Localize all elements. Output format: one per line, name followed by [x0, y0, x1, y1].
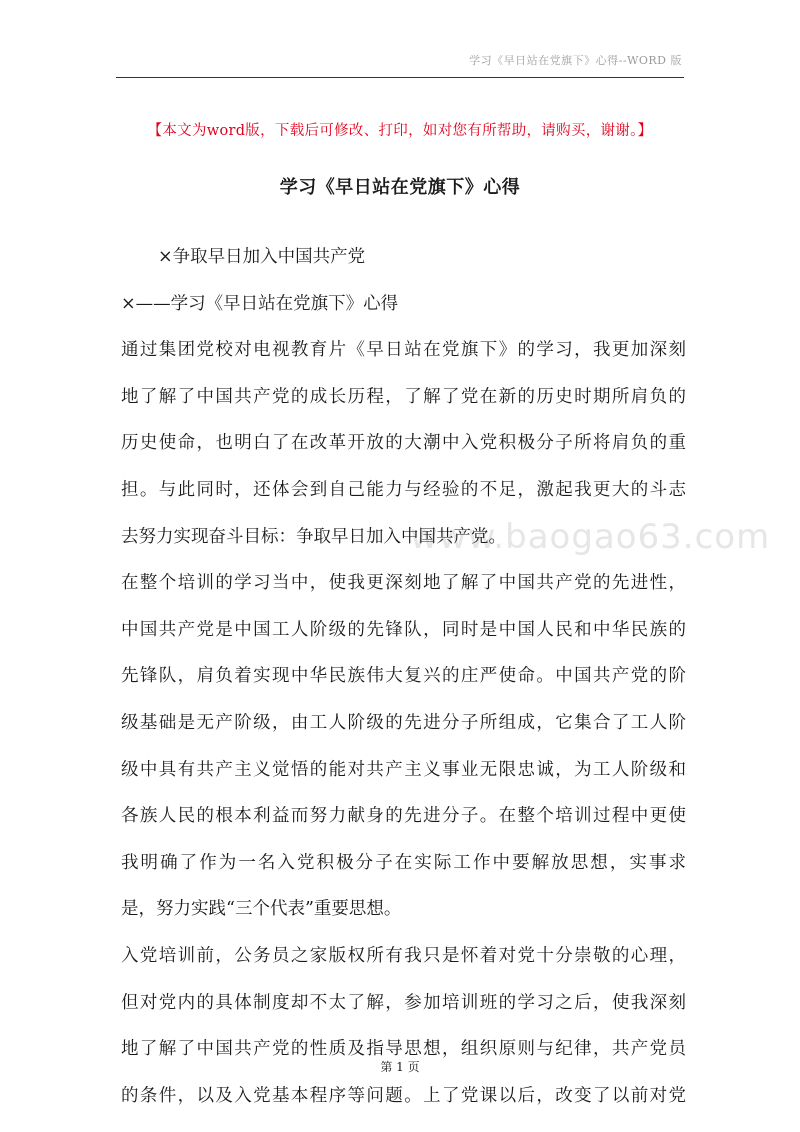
paragraph-line: 中国共产党是中国工人阶级的先锋队，同时是中国人民和中华民族的 [121, 619, 686, 640]
paragraph-line: 去努力实现奋斗目标：争取早日加入中国共产党。 [121, 526, 506, 547]
paragraph-line: 入党培训前，公务员之家版权所有我只是怀着对党十分崇敬的心理， [121, 945, 686, 966]
paragraph-line: 我明确了作为一名入党积极分子在实际工作中要解放思想，实事求 [121, 852, 686, 873]
page-number: 第 1 页 [380, 1060, 420, 1074]
paragraph-line: 地了解了中国共产党的性质及指导思想，组织原则与纪律，共产党员 [121, 1039, 686, 1060]
paragraph-line: 各族人民的根本利益而努力献身的先进分子。在整个培训过程中更使 [121, 806, 686, 827]
paragraph-line: 担。与此同时，还体会到自己能力与经验的不足，激起我更大的斗志 [121, 479, 686, 500]
document-body [121, 234, 686, 1119]
paragraph-line: 级中具有共产主义觉悟的能对共产主义事业无限忠诚，为工人阶级和 [121, 759, 686, 780]
paragraph-line: 是，努力实践“三个代表”重要思想。 [121, 899, 402, 920]
watermark: www.baogao63.com [410, 517, 771, 557]
header-divider [116, 77, 684, 78]
subtitle-line: ×——学习《早日站在党旗下》心得 [121, 293, 399, 314]
paragraph-line: 在整个培训的学习当中，使我更深刻地了解了中国共产党的先进性， [121, 573, 686, 594]
purchase-notice: 【本文为word版，下载后可修改、打印，如对您有所帮助，请购买，谢谢。】 [147, 123, 653, 139]
running-header: 学习《早日站在党旗下》心得--WORD 版 [469, 54, 682, 67]
subtitle-line: ×争取早日加入中国共产党 [158, 247, 366, 267]
document-title: 学习《早日站在党旗下》心得 [279, 177, 521, 198]
paragraph-line: 级基础是无产阶级，由工人阶级的先进分子所组成，它集合了工人阶 [121, 712, 686, 733]
paragraph-line: 历史使命，也明白了在改革开放的大潮中入党积极分子所将肩负的重 [121, 433, 686, 454]
paragraph-line: 通过集团党校对电视教育片《早日站在党旗下》的学习，我更加深刻 [121, 340, 686, 361]
paragraph-line: 先锋队，肩负着实现中华民族伟大复兴的庄严使命。中国共产党的阶 [121, 666, 686, 687]
paragraph-line: 但对党内的具体制度却不太了解，参加培训班的学习之后，使我深刻 [121, 992, 686, 1013]
paragraph-line: 的条件，以及入党基本程序等问题。上了党课以后，改变了以前对党 [121, 1085, 686, 1106]
paragraph-line: 地了解了中国共产党的成长历程，了解了党在新的历史时期所肩负的 [121, 386, 686, 407]
